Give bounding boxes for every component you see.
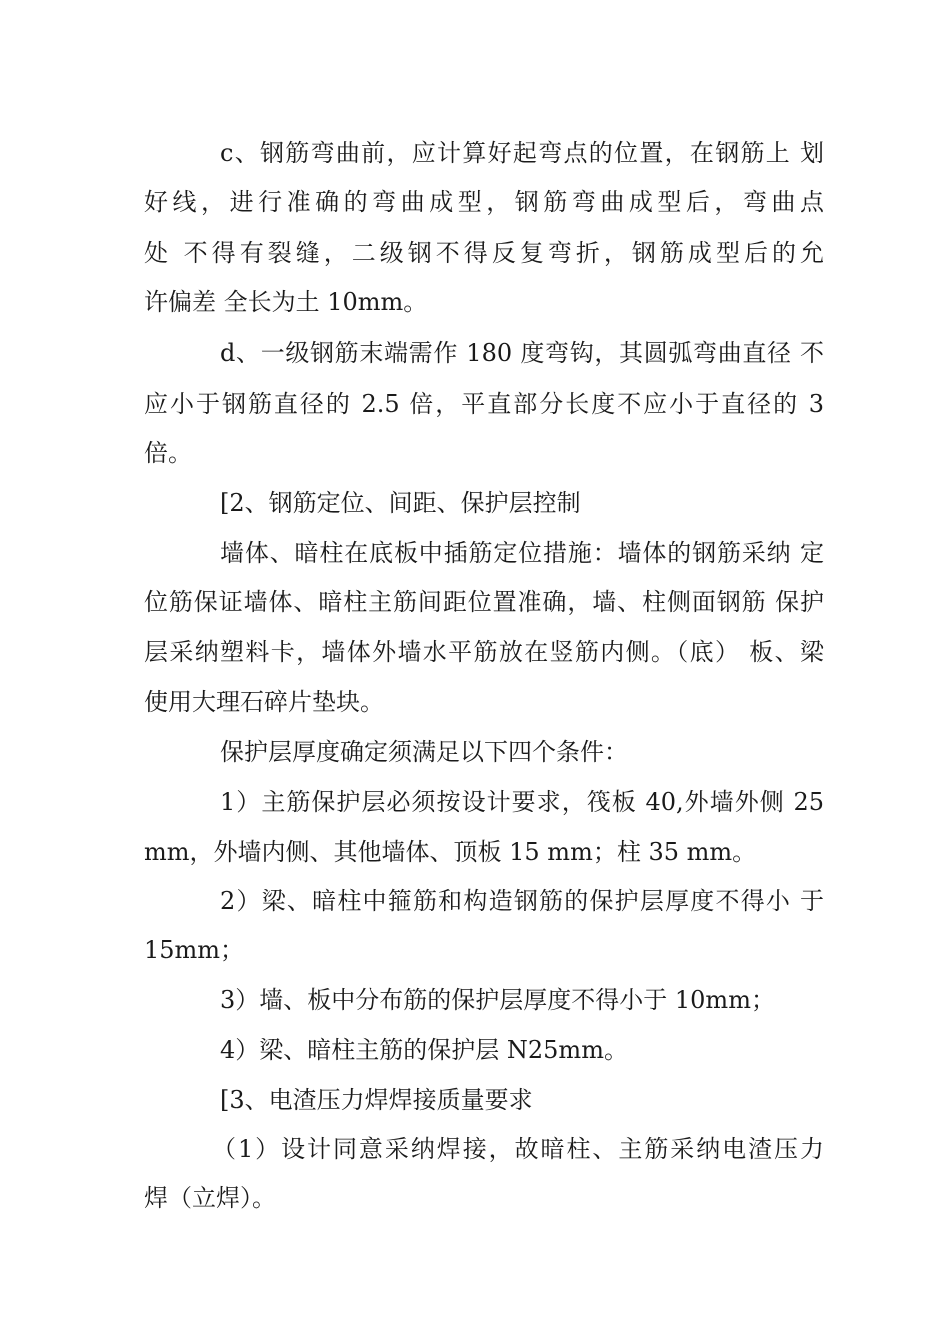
list-item: 1）主筋保护层必须按设计要求，筏板 40,外墙外侧 25 [220, 788, 824, 816]
text-line: 应小于钢筋直径的 2.5 倍，平直部分长度不应小于直径的 3 [144, 390, 824, 418]
text-line: 保护层厚度确定须满足以下四个条件： [220, 738, 628, 766]
text-line: c、钢筋弯曲前，应计算好起弯点的位置，在钢筋上 划 [220, 139, 824, 167]
text-line: 15mm； [144, 936, 245, 964]
text-line: 层采纳塑料卡，墙体外墙水平筋放在竖筋内侧。（底） 板、梁 [144, 638, 824, 666]
text-line: 使用大理石碎片垫块。 [144, 688, 384, 716]
text-line: d、一级钢筋末端需作 180 度弯钩，其圆弧弯曲直径 不 [220, 339, 824, 367]
text-line: 好线，进行准确的弯曲成型，钢筋弯曲成型后，弯曲点 [144, 188, 824, 216]
list-item: （1）设计同意采纳焊接，故暗柱、主筋采纳电渣压力 [212, 1135, 824, 1163]
text-line: 处 不得有裂缝，二级钢不得反复弯折，钢筋成型后的允 [144, 239, 824, 267]
list-item: 2）梁、暗柱中箍筋和构造钢筋的保护层厚度不得小 于 [220, 887, 824, 915]
section-heading: [3、电渣压力焊焊接质量要求 [220, 1086, 533, 1114]
list-item: 3）墙、板中分布筋的保护层厚度不得小于 10mm； [220, 986, 775, 1014]
text-line: 倍。 [144, 439, 192, 467]
list-item: 4）梁、暗柱主筋的保护层 N25mm。 [220, 1036, 628, 1064]
text-line: 墙体、暗柱在底板中插筋定位措施：墙体的钢筋采纳 定 [220, 539, 824, 567]
text-line: 焊（立焊）。 [144, 1184, 276, 1212]
section-heading: [2、钢筋定位、间距、保护层控制 [220, 489, 581, 517]
text-line: 位筋保证墙体、暗柱主筋间距位置准确，墙、柱侧面钢筋 保护 [144, 588, 824, 616]
text-line: mm，外墙内侧、其他墙体、顶板 15 mm；柱 35 mm。 [144, 838, 757, 866]
text-line: 许偏差 全长为土 10mm。 [144, 288, 428, 316]
